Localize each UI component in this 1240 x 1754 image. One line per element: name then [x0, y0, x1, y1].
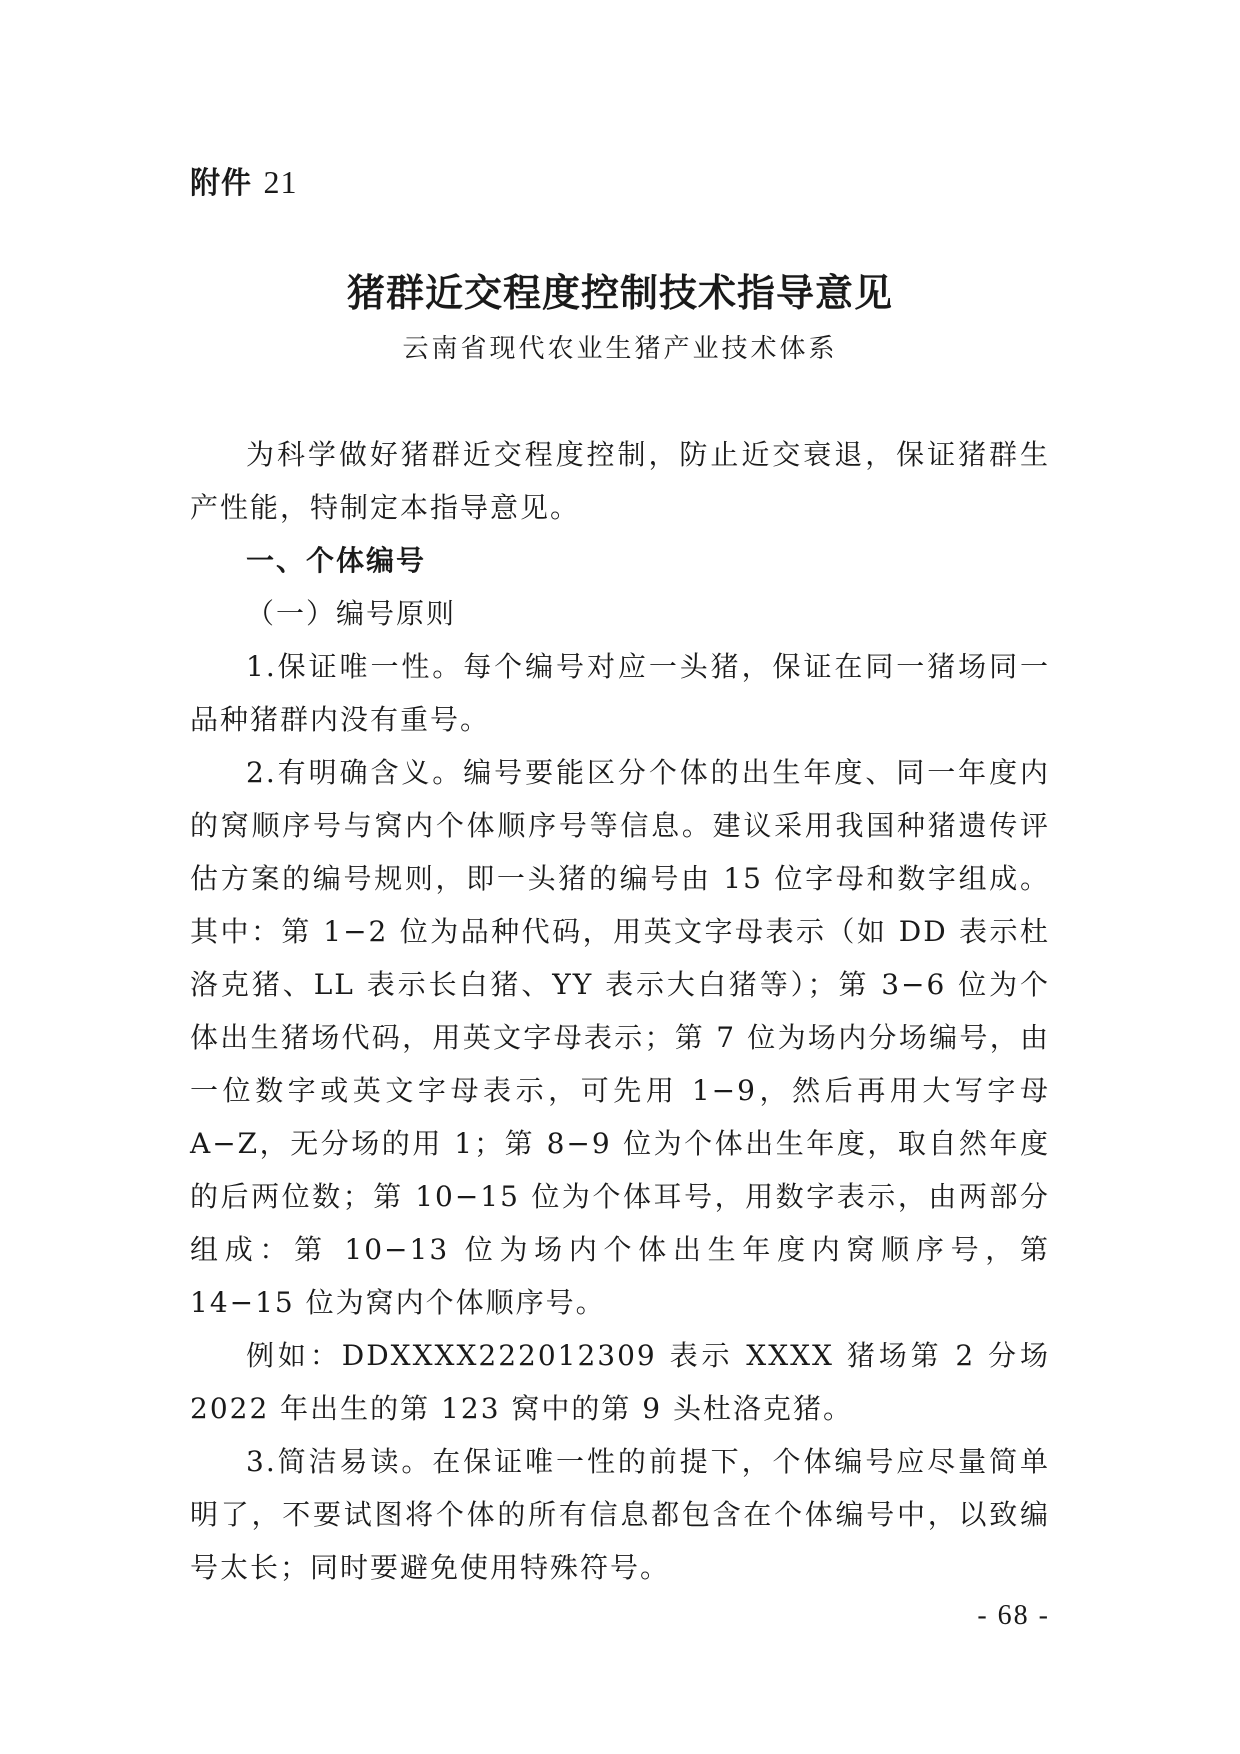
- intro-paragraph: 为科学做好猪群近交程度控制，防止近交衰退，保证猪群生产性能，特制定本指导意见。: [190, 438, 1050, 524]
- attachment-text: 附件: [190, 166, 252, 201]
- page-number: - 68 -: [977, 1600, 1050, 1631]
- attachment-number: 21: [263, 164, 298, 200]
- paragraph-concise: 3.简洁易读。在保证唯一性的前提下，个体编号应尽量简单明了，不要试图将个体的所有信息都包含在个体编号中，以致编号太长；同时要避免使用特殊符号。: [190, 1445, 1050, 1584]
- paragraph-example: 例如：DDXXXX222012309 表示 XXXX 猪场第 2 分场 2022 年出生的第 123 窝中的第 9 头杜洛克猪。: [190, 1339, 1050, 1425]
- paragraph-uniqueness: 1.保证唯一性。每个编号对应一头猪，保证在同一猪场同一品种猪群内没有重号。: [190, 650, 1050, 736]
- attachment-label: [190, 158, 297, 202]
- document-title: 猪群近交程度控制技术指导意见: [346, 271, 893, 315]
- document-body: [190, 428, 1050, 1594]
- document-subtitle: 云南省现代农业生猪产业技术体系: [402, 334, 838, 364]
- subsection-heading: （一）编号原则: [246, 597, 457, 630]
- section-heading: 一、个体编号: [246, 544, 427, 577]
- paragraph-meaning: 2.有明确含义。编号要能区分个体的出生年度、同一年度内的窝顺序号与窝内个体顺序号等信息。建议采用我国种猪遗传评估方案的编号规则，即一头猪的编号由 15 位字母和数字组成。其中：第 1−2 位为品种代码，用英文字母表示（如 DD 表示杜洛克猪、LL 表示长白猪、YY 表示大白猪等）；第 3−6 位为个体出生猪场代码，用英文字母表示；第 7 位为场内分场编号，由一位数字或英文字母表示，可先用 1−9，然后再用大写字母 A−Z，无分场的用 1；第 8−9 位为个体出生年度，取自然年度的后两位数；第 10−15 位为个体耳号，用数字表示，由两部分组成：第 10−13 位为场内个体出生年度内窝顺序号，第 14−15 位为窝内个体顺序号。: [190, 756, 1050, 1319]
